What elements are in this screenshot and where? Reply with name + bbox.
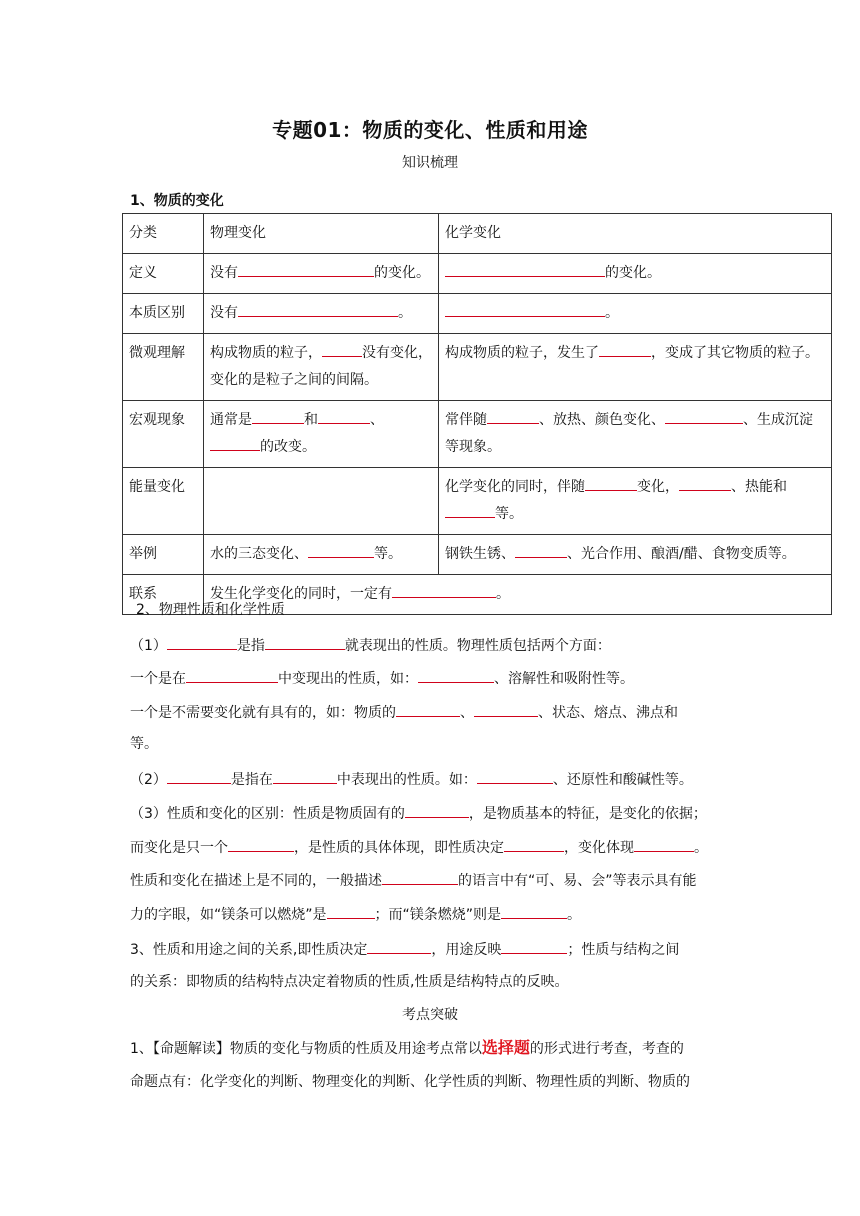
blank-line [445,301,605,317]
paragraph-line: 命题点有：化学变化的判断、物理变化的判断、化学性质的判断、物理性质的判断、物质的 [130,1074,690,1090]
paragraph-line: （1） 是指 就表现出的性质。物理性质包括两个方面： [130,634,740,656]
blank-line [210,435,260,451]
blank-line [367,938,431,954]
paragraph-line: 的关系：即物质的结构特点决定着物质的性质,性质是结构特点的反映。 [130,974,569,990]
table-cell: 构成物质的粒子，发生了 ，变成了其它物质的粒子。 [439,334,832,401]
table-cell: 定义 [123,254,204,294]
blank-line [265,634,345,650]
table-row [123,468,832,535]
table-cell: 的变化。 [439,254,832,294]
table-cell: 分类 [123,214,204,254]
section-heading: 2、物理性质和化学性质 [136,602,285,618]
blank-line [445,261,605,277]
table-row [123,334,832,401]
blank-line [318,408,370,424]
table-cell: 举例 [123,535,204,575]
blank-line [515,542,567,558]
blank-line [322,341,362,357]
section-heading: 1、物质的变化 [130,193,224,209]
blank-line [327,903,375,919]
table-cell: 宏观现象 [123,401,204,468]
blank-line [418,667,494,683]
blank-line [501,938,567,954]
blank-line [679,475,731,491]
page-title: 专题01：物质的变化、性质和用途 [272,118,588,142]
table-cell: 能量变化 [123,468,204,535]
table-cell: 化学变化 [439,214,832,254]
blank-line [228,836,294,852]
table-cell: 微观理解 [123,334,204,401]
paragraph-line: 一个是不需要变化就有具有的，如：物质的 、 、状态、熔点、沸点和 [130,701,740,723]
table-cell: 通常是 和 、的改变。 [204,401,439,468]
table-cell: 。 [439,294,832,334]
table-cell: 化学变化的同时，伴随 变化， 、热能和等。 [439,468,832,535]
blank-line [252,408,304,424]
blank-line [585,475,637,491]
table-row [123,214,832,254]
blank-line [308,542,374,558]
blank-line [382,869,458,885]
blank-line [634,836,694,852]
blank-line [477,768,553,784]
table-cell: 常伴随 、放热、颜色变化、 、生成沉淀等现象。 [439,401,832,468]
blank-line [392,582,496,598]
blank-line [396,701,460,717]
table-cell: 水的三态变化、 等。 [204,535,439,575]
blank-line [665,408,743,424]
subtitle: 知识梳理 [402,155,458,171]
blank-line [405,802,469,818]
section-title: 考点突破 [402,1007,458,1023]
blank-line [186,667,278,683]
blank-line [445,502,495,518]
table-cell: 钢铁生锈、 、光合作用、酿酒/醋、食物变质等。 [439,535,832,575]
paragraph-line: 1、【命题解读】物质的变化与物质的性质及用途考点常以选择题的形式进行考查，考查的 [130,1038,684,1057]
blank-line [474,701,538,717]
blank-line [273,768,337,784]
table-cell: 没有 的变化。 [204,254,439,294]
table-row [123,254,832,294]
blank-line [487,408,539,424]
table-row [123,535,832,575]
paragraph-line: 一个是在 中变现出的性质，如： 、溶解性和吸附性等。 [130,667,740,689]
paragraph-line: 力的字眼，如“镁条可以燃烧”是 ；而“镁条燃烧”则是 。 [130,903,740,925]
table-cell: 没有 。 [204,294,439,334]
blank-line [238,261,374,277]
blank-line [504,836,564,852]
table-row [123,294,832,334]
paragraph-line: （3）性质和变化的区别：性质是物质固有的 ，是物质基本的特征，是变化的依据； [130,802,740,824]
blank-line [599,341,651,357]
blank-line [167,768,231,784]
highlight-text: 选择题 [481,1038,530,1057]
table-cell: 物理变化 [204,214,439,254]
paragraph-line: 等。 [130,736,158,752]
paragraph-line: （2） 是指在 中表现出的性质。如： 、还原性和酸碱性等。 [130,768,740,790]
change-comparison-table [122,213,832,615]
table-cell: 联系 [123,575,204,615]
table-cell: 发生化学变化的同时，一定有 。 [204,575,832,615]
paragraph-line: 性质和变化在描述上是不同的，一般描述 的语言中有“可、易、会”等表示具有能 [130,869,740,891]
table-cell: 本质区别 [123,294,204,334]
blank-line [501,903,567,919]
blank-line [238,301,398,317]
table-row [123,401,832,468]
paragraph-line: 3、性质和用途之间的关系,即性质决定 ，用途反映 ；性质与结构之间 [130,938,740,960]
paragraph-line: 而变化是只一个 ，是性质的具体体现，即性质决定 ，变化体现 。 [130,836,740,858]
table-cell [204,468,439,535]
blank-line [167,634,237,650]
table-cell: 构成物质的粒子， 没有变化，变化的是粒子之间的间隔。 [204,334,439,401]
